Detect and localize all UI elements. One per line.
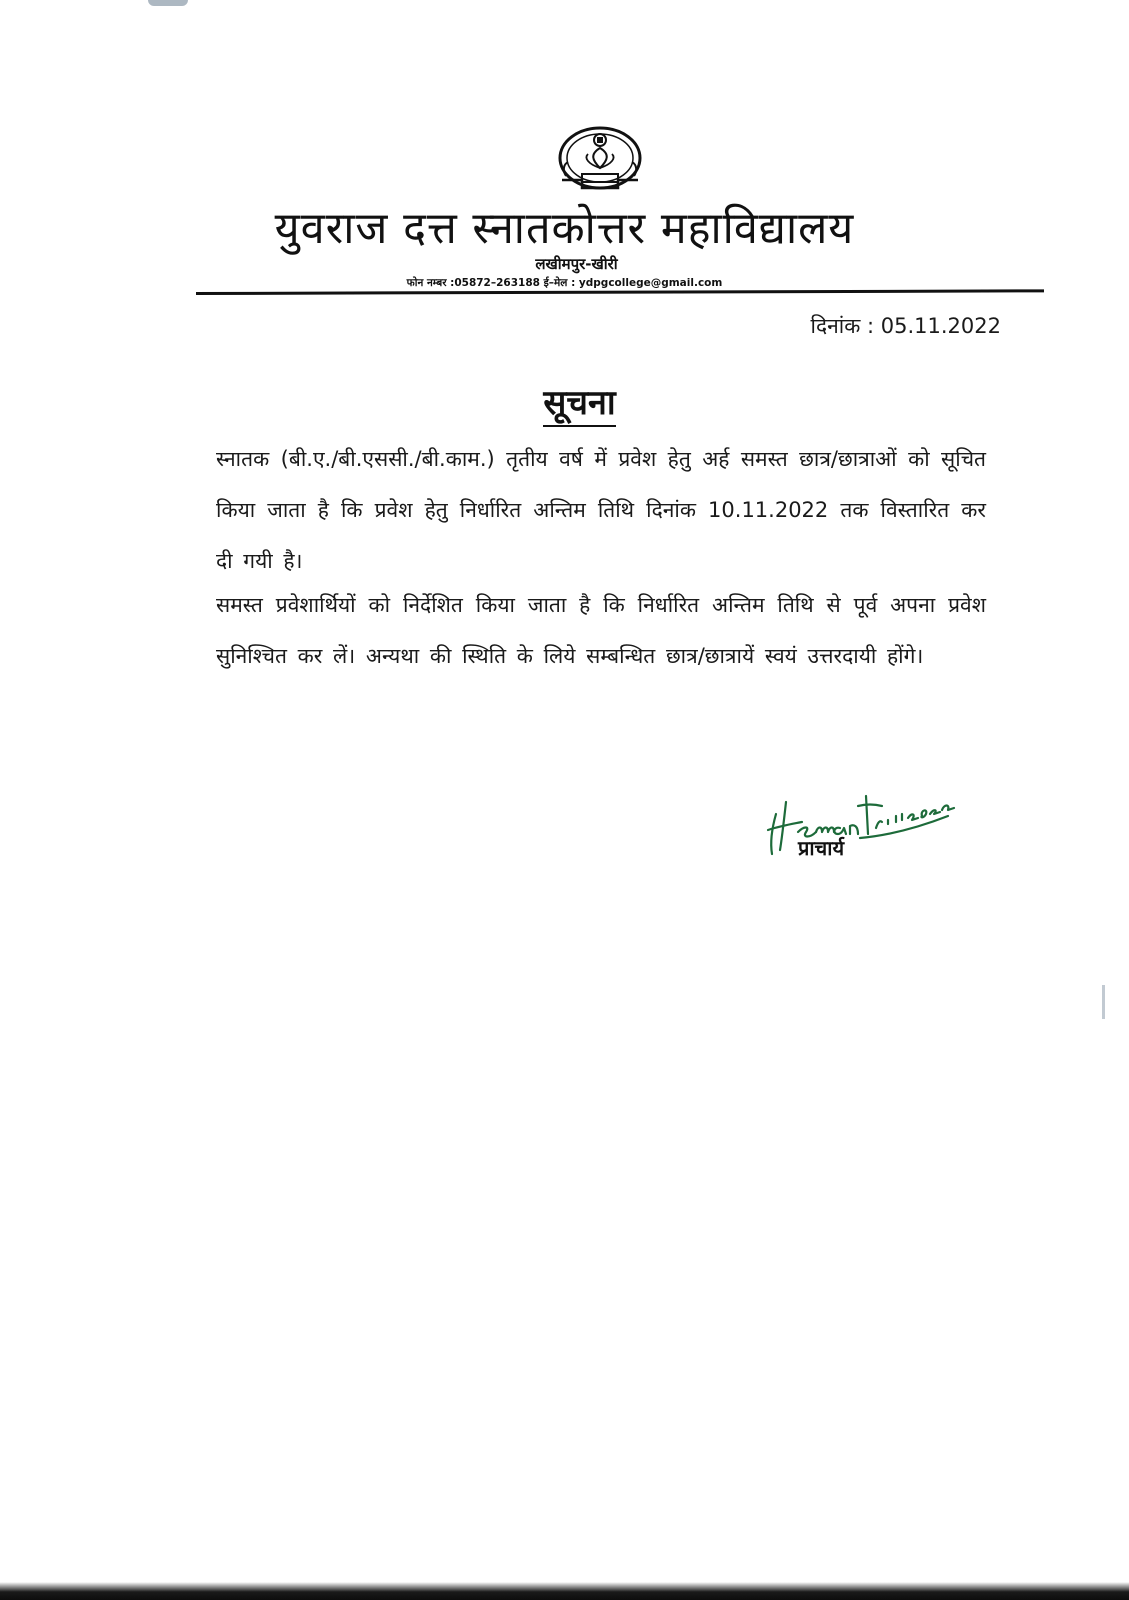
principal-signature: [762, 776, 962, 866]
notice-paragraph-1: स्नातक (बी.ए./बी.एससी./बी.काम.) तृतीय वर्ष में प्रवेश हेतु अर्ह समस्त छात्र/छात्राओं को सूचित किया जाता है कि प्रवेश हेतु निर्धारित अन्तिम तिथि दिनांक 10.11.2022 तक विस्तारित कर दी गयी है।: [216, 447, 986, 573]
notice-title: [0, 378, 1129, 427]
college-name: युवराज दत्त स्नातकोत्तर महाविद्यालय: [274, 203, 855, 254]
notice-paragraph-2: समस्त प्रवेशार्थियों को निर्देशित किया जाता है कि निर्धारित अन्तिम तिथि से पूर्व अपना प्रवेश सुनिश्चित कर लें। अन्यथा की स्थिति के लिये सम्बन्धित छात्र/छात्रायें स्वयं उत्तरदायी होंगे।: [216, 593, 986, 668]
scan-smudge: [148, 0, 188, 6]
scan-bottom-edge: [0, 1582, 1129, 1600]
principal-title: प्राचार्य: [798, 836, 845, 860]
college-emblem-icon: [552, 124, 648, 196]
college-city: लखीमपुर-खीरी: [535, 255, 618, 273]
scan-edge-mark: [1102, 985, 1105, 1019]
college-contact: फोन नम्बर :05872–263188 ई–मेल : ydpgcollege@gmail.com: [406, 277, 723, 289]
header-divider: [196, 289, 1044, 295]
notice-title-text: सूचना: [543, 378, 615, 427]
notice-date: दिनांक : 05.11.2022: [810, 314, 1001, 338]
